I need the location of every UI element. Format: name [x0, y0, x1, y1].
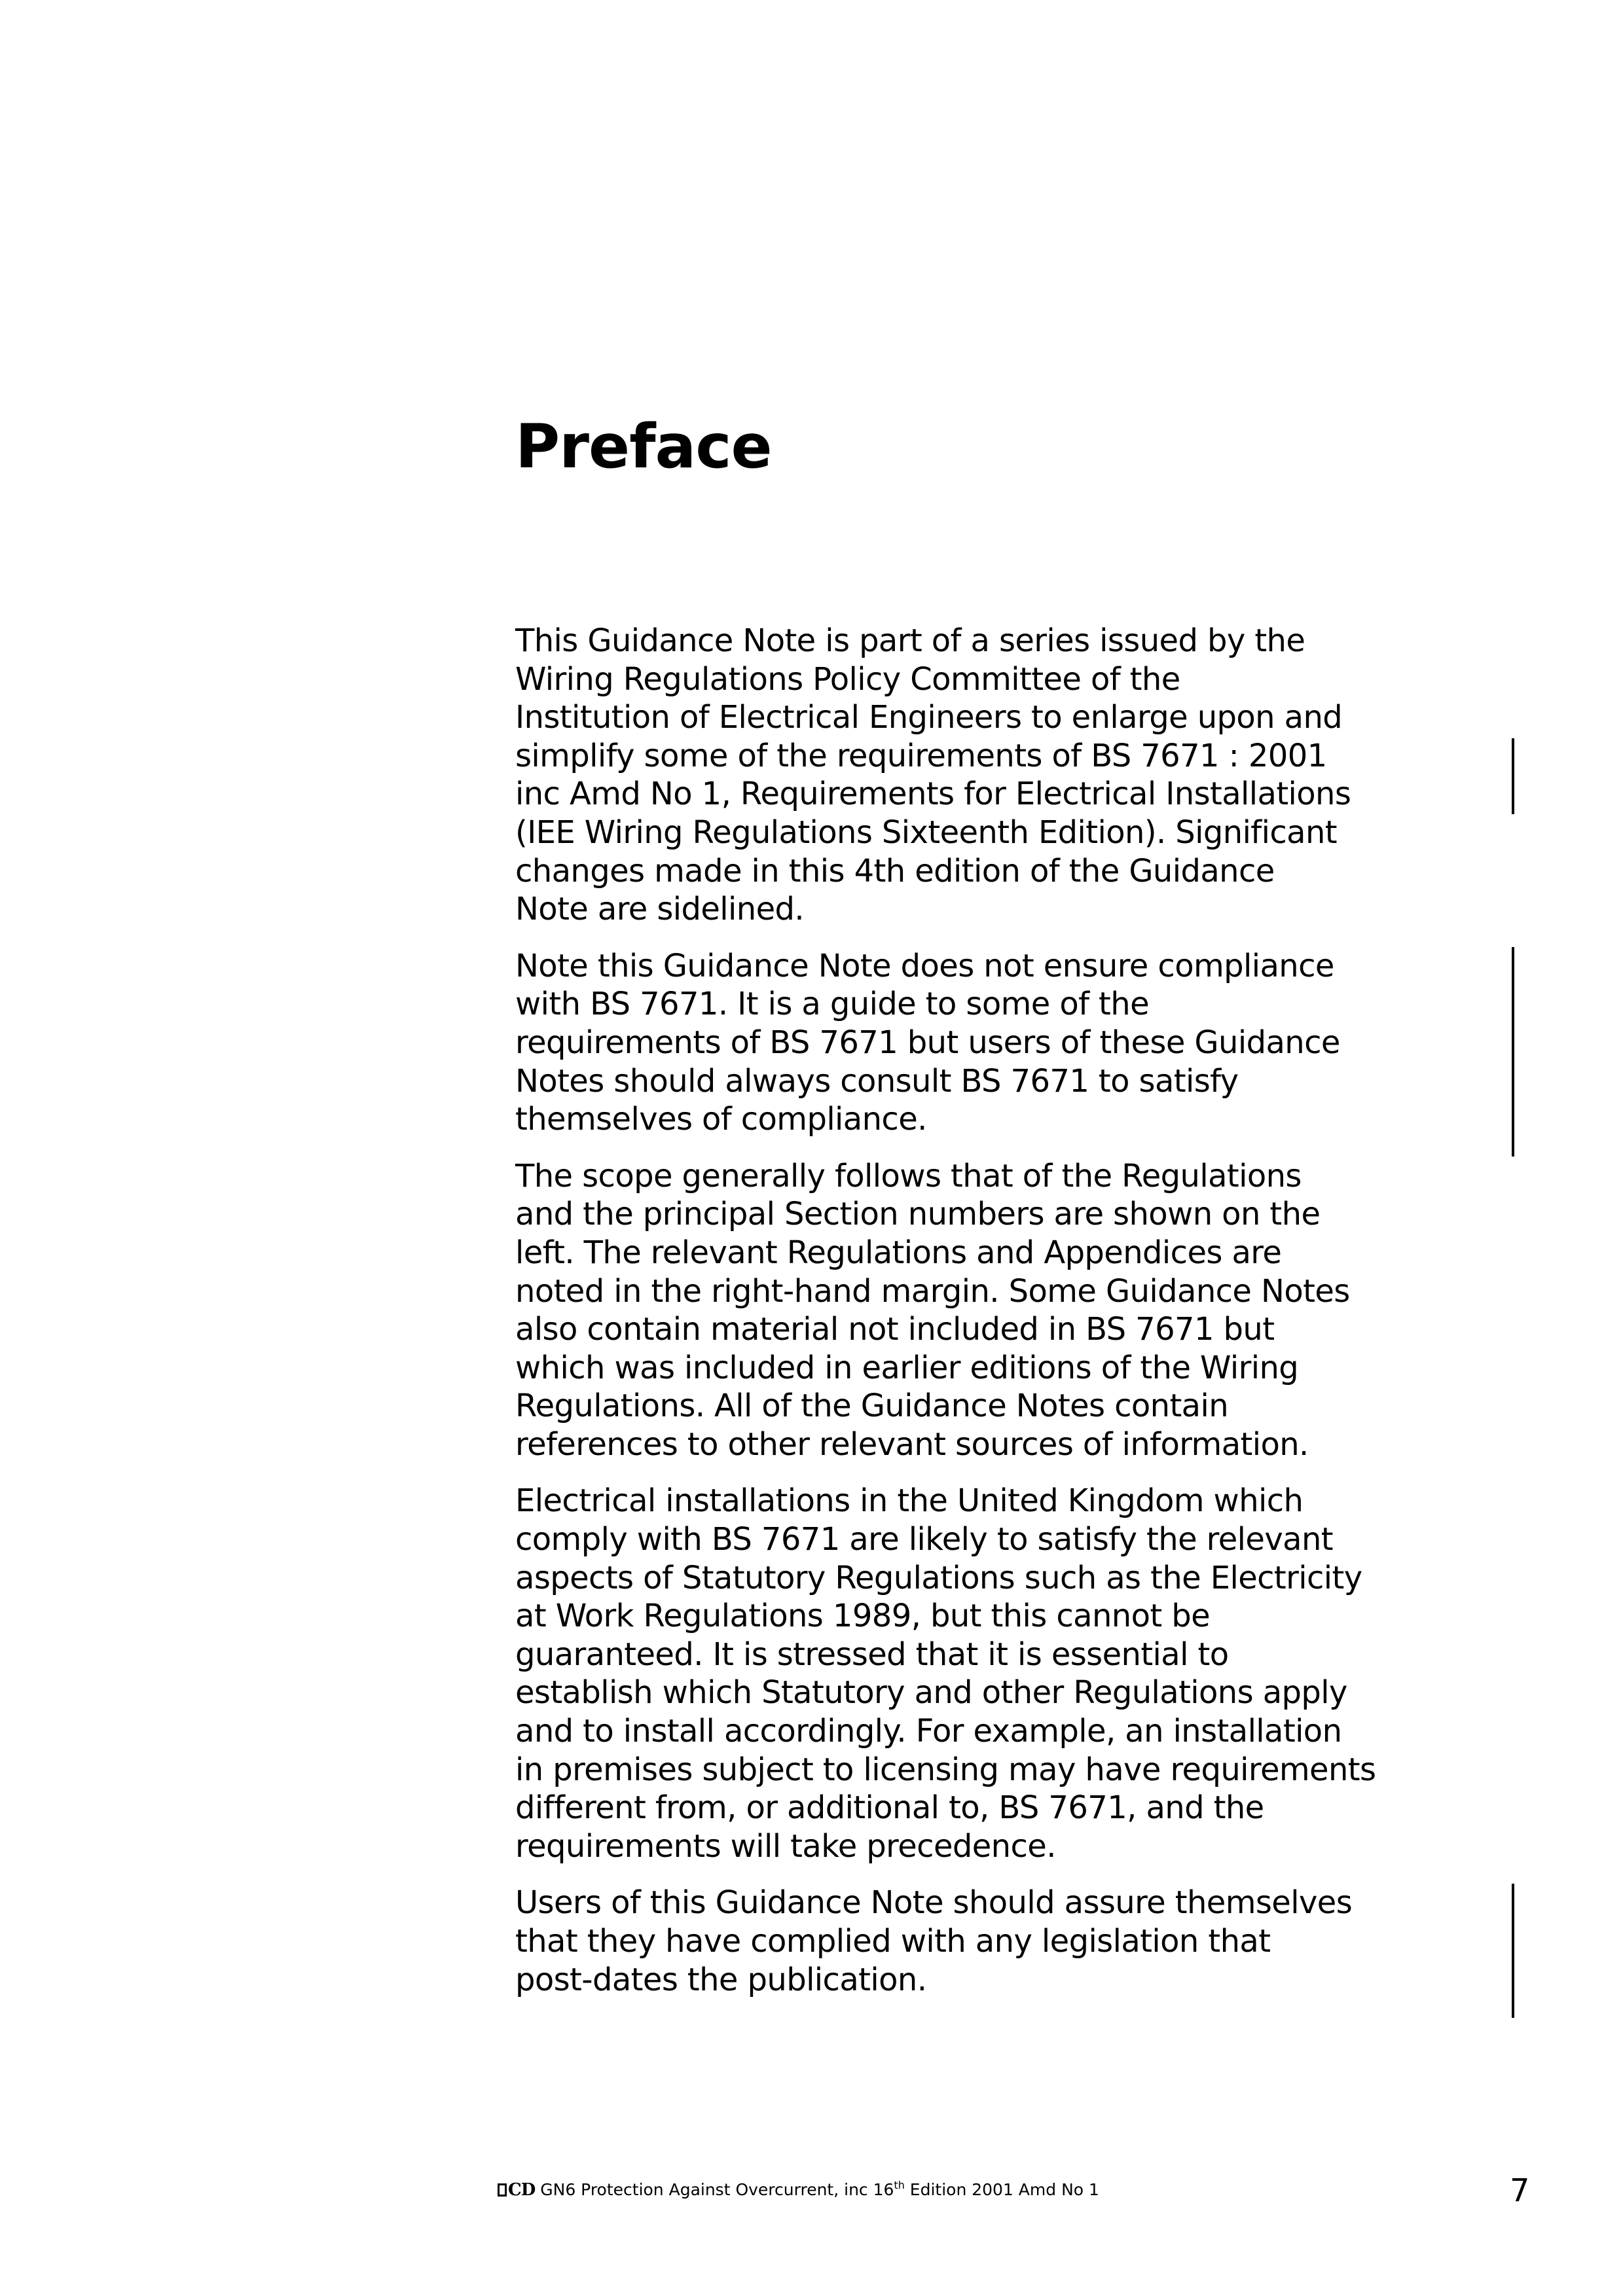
- text-line: establish which Statutory and other Regulations apply: [515, 1674, 1347, 1712]
- paragraph-4: [515, 1482, 1376, 1865]
- text-line: This Guidance Note is part of a series issued by the: [515, 622, 1305, 659]
- paragraph-2: [515, 947, 1360, 1139]
- paragraph-1: [515, 622, 1360, 929]
- text-line: also contain material not included in BS 7671 but: [515, 1311, 1275, 1348]
- change-sideline: [1512, 947, 1514, 1157]
- text-line: references to other relevant sources of information.: [515, 1426, 1309, 1463]
- iee-logo-icon: CD: [498, 2179, 535, 2200]
- text-line: The scope generally follows that of the Regulations: [515, 1157, 1302, 1194]
- paragraph-3: [515, 1157, 1360, 1464]
- text-line: requirements of BS 7671 but users of these Guidance: [515, 1024, 1340, 1061]
- text-line: simplify some of the requirements of BS 7671 : 2001: [515, 737, 1327, 774]
- text-line: and the principal Section numbers are shown on the: [515, 1196, 1321, 1233]
- text-line: left. The relevant Regulations and Appendices are: [515, 1234, 1282, 1271]
- footer-text: GN6 Protection Against Overcurrent, inc 16th Edition 2001 Amd No 1: [540, 2179, 1099, 2199]
- text-line: Users of this Guidance Note should assure themselves: [515, 1884, 1353, 1922]
- text-line: requirements will take precedence.: [515, 1827, 1056, 1865]
- text-line: aspects of Statutory Regulations such as the Electricity: [515, 1559, 1362, 1596]
- text-line: inc Amd No 1, Requirements for Electrical Installations: [515, 776, 1351, 813]
- text-line: at Work Regulations 1989, but this cannot be: [515, 1598, 1211, 1635]
- page-title: Preface: [515, 411, 772, 482]
- text-line: that they have complied with any legislation that: [515, 1923, 1271, 1960]
- change-sideline: [1512, 1884, 1514, 2018]
- preface-body: [515, 622, 1376, 2017]
- change-sideline: [1512, 738, 1514, 814]
- text-line: Note are sidelined.: [515, 891, 805, 928]
- text-line: Institution of Electrical Engineers to enlarge upon and: [515, 699, 1343, 736]
- text-line: post-dates the publication.: [515, 1961, 927, 1998]
- paragraph-5: [515, 1884, 1360, 1999]
- text-line: which was included in earlier editions of the Wiring: [515, 1349, 1299, 1386]
- text-line: changes made in this 4th edition of the Guidance: [515, 852, 1275, 889]
- text-line: noted in the right-hand margin. Some Guidance Notes: [515, 1272, 1350, 1310]
- text-line: in premises subject to licensing may have requirements: [515, 1751, 1376, 1788]
- text-line: different from, or additional to, BS 7671, and the: [515, 1789, 1264, 1827]
- text-line: themselves of compliance.: [515, 1101, 927, 1138]
- text-line: guaranteed. It is stressed that it is essential to: [515, 1636, 1229, 1673]
- page-footer: [498, 2179, 1099, 2200]
- text-line: Electrical installations in the United Kingdom which: [515, 1482, 1304, 1520]
- text-line: Notes should always consult BS 7671 to satisfy: [515, 1062, 1239, 1100]
- text-line: Regulations. All of the Guidance Notes contain: [515, 1388, 1229, 1425]
- text-line: Note this Guidance Note does not ensure compliance: [515, 947, 1334, 984]
- text-line: and to install accordingly. For example, an installation: [515, 1713, 1342, 1750]
- text-line: with BS 7671. It is a guide to some of the: [515, 986, 1150, 1023]
- text-line: comply with BS 7671 are likely to satisfy the relevant: [515, 1521, 1333, 1558]
- text-line: (IEE Wiring Regulations Sixteenth Edition). Significant: [515, 814, 1337, 851]
- text-line: Wiring Regulations Policy Committee of the: [515, 660, 1180, 698]
- page-number: 7: [1510, 2172, 1530, 2209]
